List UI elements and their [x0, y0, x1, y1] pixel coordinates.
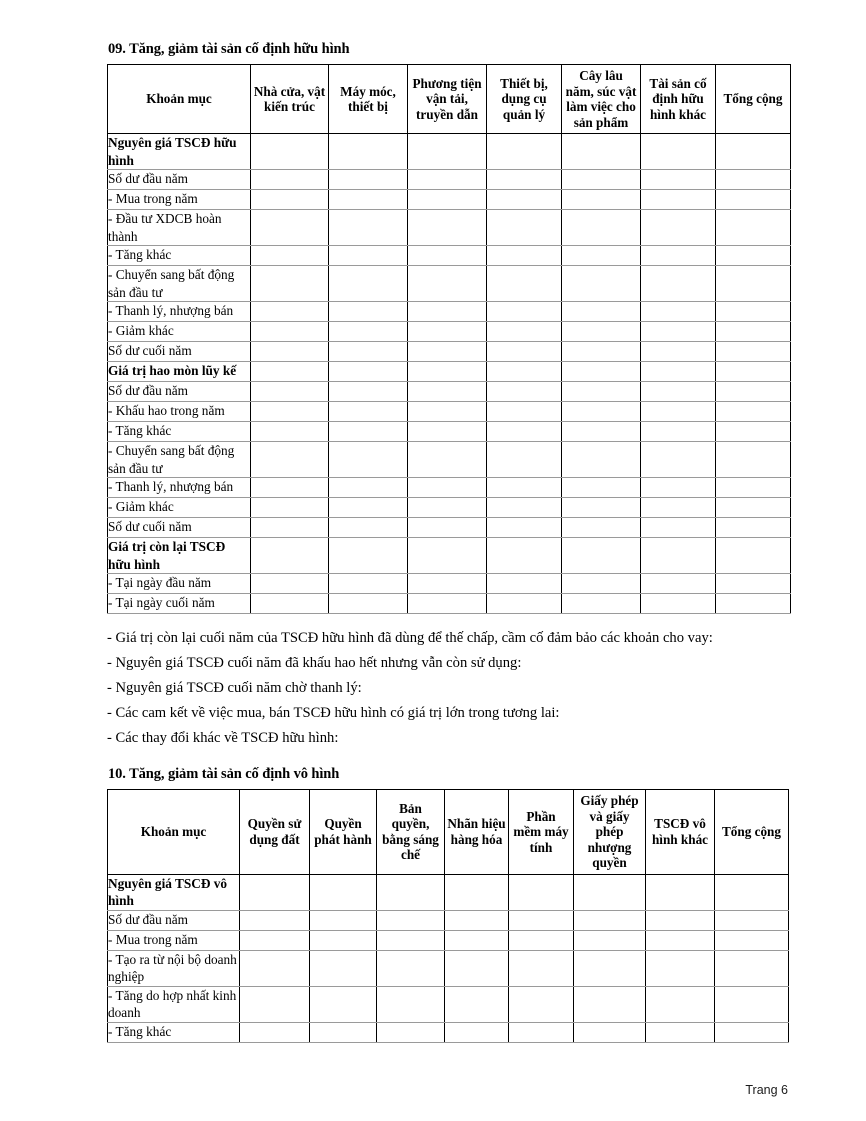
- data-cell[interactable]: [251, 210, 329, 246]
- data-cell[interactable]: [562, 266, 641, 302]
- data-cell[interactable]: [509, 950, 574, 986]
- data-cell[interactable]: [408, 246, 487, 266]
- data-cell[interactable]: [487, 246, 562, 266]
- tangible-fixed-assets-table: [107, 64, 791, 614]
- data-cell[interactable]: [716, 134, 791, 170]
- table-row: [108, 874, 789, 910]
- data-cell[interactable]: [641, 302, 716, 322]
- row-label: Số dư cuối năm: [108, 342, 251, 362]
- row-label: Số dư đầu năm: [108, 170, 251, 190]
- data-cell[interactable]: [715, 930, 789, 950]
- column-header-tscd-huu-hinh-khac: Tài sản cố định hữu hình khác: [641, 65, 716, 134]
- data-cell[interactable]: [641, 518, 716, 538]
- data-cell[interactable]: [562, 402, 641, 422]
- data-cell[interactable]: [329, 402, 408, 422]
- row-label: Nguyên giá TSCĐ vô hình: [108, 874, 240, 910]
- row-label: - Giảm khác: [108, 322, 251, 342]
- table-row: [108, 322, 791, 342]
- data-cell[interactable]: [310, 950, 377, 986]
- data-cell[interactable]: [509, 874, 574, 910]
- data-cell[interactable]: [408, 402, 487, 422]
- data-cell[interactable]: [641, 134, 716, 170]
- row-label: - Tăng khác: [108, 246, 251, 266]
- data-cell[interactable]: [716, 538, 791, 574]
- data-cell[interactable]: [487, 518, 562, 538]
- data-cell[interactable]: [329, 266, 408, 302]
- data-cell[interactable]: [251, 518, 329, 538]
- data-cell[interactable]: [646, 986, 715, 1022]
- data-cell[interactable]: [716, 518, 791, 538]
- data-cell[interactable]: [716, 302, 791, 322]
- data-cell[interactable]: [646, 910, 715, 930]
- column-header-giay-phep-nhuong-quyen: Giấy phép và giấy phép nhượng quyền: [574, 790, 646, 875]
- data-cell[interactable]: [240, 930, 310, 950]
- data-cell[interactable]: [715, 950, 789, 986]
- data-cell[interactable]: [646, 1022, 715, 1042]
- data-cell[interactable]: [408, 478, 487, 498]
- data-cell[interactable]: [716, 266, 791, 302]
- column-header-khoan-muc: Khoản mục: [108, 65, 251, 134]
- table-row: [108, 342, 791, 362]
- data-cell[interactable]: [715, 874, 789, 910]
- data-cell[interactable]: [251, 302, 329, 322]
- note-line: - Nguyên giá TSCĐ cuối năm chờ thanh lý:: [107, 680, 362, 696]
- row-label: Số dư đầu năm: [108, 382, 251, 402]
- intangible-fixed-assets-table: [107, 789, 789, 1043]
- data-cell[interactable]: [562, 518, 641, 538]
- table-row: [108, 910, 789, 930]
- row-label: - Đầu tư XDCB hoàn thành: [108, 210, 251, 246]
- data-cell[interactable]: [487, 538, 562, 574]
- data-cell[interactable]: [509, 930, 574, 950]
- data-cell[interactable]: [716, 342, 791, 362]
- data-cell[interactable]: [562, 302, 641, 322]
- data-cell[interactable]: [487, 322, 562, 342]
- data-cell[interactable]: [251, 246, 329, 266]
- data-cell[interactable]: [408, 422, 487, 442]
- data-cell[interactable]: [408, 342, 487, 362]
- data-cell[interactable]: [377, 986, 445, 1022]
- data-cell[interactable]: [487, 362, 562, 382]
- table-row: [108, 442, 791, 478]
- data-cell[interactable]: [716, 362, 791, 382]
- data-cell[interactable]: [251, 402, 329, 422]
- table-row: [108, 986, 789, 1022]
- data-cell[interactable]: [562, 382, 641, 402]
- data-cell[interactable]: [487, 422, 562, 442]
- data-cell[interactable]: [574, 950, 646, 986]
- table-row: [108, 930, 789, 950]
- data-cell[interactable]: [641, 342, 716, 362]
- data-cell[interactable]: [641, 210, 716, 246]
- data-cell[interactable]: [329, 498, 408, 518]
- row-label: - Tăng do hợp nhất kinh doanh: [108, 986, 240, 1022]
- data-cell[interactable]: [487, 574, 562, 594]
- data-cell[interactable]: [574, 910, 646, 930]
- data-cell[interactable]: [715, 1022, 789, 1042]
- data-cell[interactable]: [487, 478, 562, 498]
- row-label: - Giảm khác: [108, 498, 251, 518]
- column-header-tong-cong: Tổng cộng: [715, 790, 789, 875]
- data-cell[interactable]: [562, 478, 641, 498]
- data-cell[interactable]: [641, 246, 716, 266]
- data-cell[interactable]: [251, 382, 329, 402]
- data-cell[interactable]: [641, 170, 716, 190]
- data-cell[interactable]: [562, 442, 641, 478]
- data-cell[interactable]: [641, 498, 716, 518]
- data-cell[interactable]: [408, 594, 487, 614]
- data-cell[interactable]: [487, 402, 562, 422]
- data-cell[interactable]: [562, 134, 641, 170]
- data-cell[interactable]: [408, 442, 487, 478]
- table-row: [108, 950, 789, 986]
- data-cell[interactable]: [329, 170, 408, 190]
- data-cell[interactable]: [408, 382, 487, 402]
- data-cell[interactable]: [445, 986, 509, 1022]
- data-cell[interactable]: [329, 134, 408, 170]
- row-label: Giá trị còn lại TSCĐ hữu hình: [108, 538, 251, 574]
- data-cell[interactable]: [716, 382, 791, 402]
- data-cell[interactable]: [716, 422, 791, 442]
- data-cell[interactable]: [487, 266, 562, 302]
- data-cell[interactable]: [509, 1022, 574, 1042]
- data-cell[interactable]: [329, 478, 408, 498]
- row-label: Nguyên giá TSCĐ hữu hình: [108, 134, 251, 170]
- data-cell[interactable]: [251, 266, 329, 302]
- data-cell[interactable]: [562, 170, 641, 190]
- data-cell[interactable]: [408, 322, 487, 342]
- data-cell[interactable]: [251, 134, 329, 170]
- data-cell[interactable]: [445, 910, 509, 930]
- data-cell[interactable]: [716, 498, 791, 518]
- data-cell[interactable]: [716, 574, 791, 594]
- note-line: - Các thay đổi khác về TSCĐ hữu hình:: [107, 730, 339, 746]
- row-label: Giá trị hao mòn lũy kế: [108, 362, 251, 382]
- data-cell[interactable]: [251, 538, 329, 574]
- table-row: [108, 170, 791, 190]
- row-label: - Khấu hao trong năm: [108, 402, 251, 422]
- table-row: [108, 190, 791, 210]
- data-cell[interactable]: [329, 518, 408, 538]
- data-cell[interactable]: [310, 874, 377, 910]
- data-cell[interactable]: [408, 538, 487, 574]
- tangible-table-body: [108, 134, 791, 614]
- table-row: [108, 594, 791, 614]
- data-cell[interactable]: [251, 170, 329, 190]
- data-cell[interactable]: [310, 1022, 377, 1042]
- data-cell[interactable]: [377, 930, 445, 950]
- data-cell[interactable]: [329, 246, 408, 266]
- row-label: - Mua trong năm: [108, 190, 251, 210]
- column-header-ban-quyen-bang-sang-che: Bản quyền, bằng sáng chế: [377, 790, 445, 875]
- data-cell[interactable]: [329, 362, 408, 382]
- data-cell[interactable]: [408, 498, 487, 518]
- data-cell[interactable]: [716, 402, 791, 422]
- data-cell[interactable]: [445, 874, 509, 910]
- data-cell[interactable]: [641, 442, 716, 478]
- page-content: [107, 40, 788, 1043]
- data-cell[interactable]: [329, 442, 408, 478]
- data-cell[interactable]: [251, 478, 329, 498]
- table-row: [108, 402, 791, 422]
- data-cell[interactable]: [562, 498, 641, 518]
- table-row: [108, 134, 791, 170]
- table-row: [108, 382, 791, 402]
- data-cell[interactable]: [487, 210, 562, 246]
- data-cell[interactable]: [240, 910, 310, 930]
- table-row: [108, 1022, 789, 1042]
- table-header-row: [108, 790, 789, 875]
- table-row: [108, 498, 791, 518]
- data-cell[interactable]: [641, 266, 716, 302]
- data-cell[interactable]: [641, 402, 716, 422]
- page-number-footer: Trang 6: [745, 1083, 788, 1097]
- data-cell[interactable]: [251, 498, 329, 518]
- data-cell[interactable]: [487, 170, 562, 190]
- data-cell[interactable]: [329, 382, 408, 402]
- data-cell[interactable]: [562, 246, 641, 266]
- data-cell[interactable]: [716, 478, 791, 498]
- column-header-tong-cong: Tổng cộng: [716, 65, 791, 134]
- column-header-nha-cua-vat-kien-truc: Nhà cửa, vật kiến trúc: [251, 65, 329, 134]
- data-cell[interactable]: [251, 342, 329, 362]
- data-cell[interactable]: [251, 422, 329, 442]
- data-cell[interactable]: [562, 594, 641, 614]
- row-label: - Thanh lý, nhượng bán: [108, 302, 251, 322]
- data-cell[interactable]: [408, 302, 487, 322]
- data-cell[interactable]: [329, 190, 408, 210]
- data-cell[interactable]: [641, 322, 716, 342]
- data-cell[interactable]: [377, 950, 445, 986]
- note-line: - Giá trị còn lại cuối năm của TSCĐ hữu hình đã dùng để thế chấp, cầm cố đảm bảo các khoản cho vay:: [107, 630, 713, 646]
- data-cell[interactable]: [641, 594, 716, 614]
- data-cell[interactable]: [562, 190, 641, 210]
- data-cell[interactable]: [408, 362, 487, 382]
- data-cell[interactable]: [377, 910, 445, 930]
- data-cell[interactable]: [240, 874, 310, 910]
- data-cell[interactable]: [251, 594, 329, 614]
- column-header-khoan-muc: Khoản mục: [108, 790, 240, 875]
- row-label: - Chuyển sang bất động sản đầu tư: [108, 266, 251, 302]
- table-row: [108, 266, 791, 302]
- data-cell[interactable]: [716, 246, 791, 266]
- data-cell[interactable]: [408, 518, 487, 538]
- data-cell[interactable]: [487, 342, 562, 362]
- data-cell[interactable]: [716, 170, 791, 190]
- data-cell[interactable]: [716, 594, 791, 614]
- data-cell[interactable]: [487, 442, 562, 478]
- data-cell[interactable]: [445, 930, 509, 950]
- data-cell[interactable]: [310, 930, 377, 950]
- data-cell[interactable]: [487, 190, 562, 210]
- data-cell[interactable]: [562, 210, 641, 246]
- data-cell[interactable]: [574, 930, 646, 950]
- data-cell[interactable]: [251, 574, 329, 594]
- data-cell[interactable]: [715, 910, 789, 930]
- column-header-phuong-tien-van-tai: Phương tiện vận tải, truyền dẫn: [408, 65, 487, 134]
- data-cell[interactable]: [329, 574, 408, 594]
- table-row: [108, 518, 791, 538]
- row-label: - Chuyển sang bất động sản đầu tư: [108, 442, 251, 478]
- row-label: - Tăng khác: [108, 422, 251, 442]
- data-cell[interactable]: [641, 478, 716, 498]
- data-cell[interactable]: [646, 930, 715, 950]
- data-cell[interactable]: [329, 210, 408, 246]
- data-cell[interactable]: [646, 874, 715, 910]
- section-10-title: 10. Tăng, giảm tài sản cố định vô hình: [108, 766, 340, 782]
- table-row: [108, 210, 791, 246]
- note-line: - Các cam kết về việc mua, bán TSCĐ hữu hình có giá trị lớn trong tương lai:: [107, 705, 560, 721]
- data-cell[interactable]: [641, 190, 716, 210]
- data-cell[interactable]: [487, 302, 562, 322]
- data-cell[interactable]: [562, 574, 641, 594]
- data-cell[interactable]: [487, 594, 562, 614]
- data-cell[interactable]: [445, 1022, 509, 1042]
- data-cell[interactable]: [329, 302, 408, 322]
- notes-spacer: [107, 751, 788, 765]
- row-label: - Tại ngày cuối năm: [108, 594, 251, 614]
- table-row: [108, 302, 791, 322]
- section-09-title: 09. Tăng, giảm tài sản cố định hữu hình: [108, 41, 350, 57]
- column-header-cay-lau-nam-suc-vat: Cây lâu năm, súc vật làm việc cho sản phẩm: [562, 65, 641, 134]
- data-cell[interactable]: [716, 442, 791, 478]
- column-header-tscd-vo-hinh-khac: TSCĐ vô hình khác: [646, 790, 715, 875]
- data-cell[interactable]: [646, 950, 715, 986]
- data-cell[interactable]: [329, 594, 408, 614]
- data-cell[interactable]: [562, 362, 641, 382]
- data-cell[interactable]: [574, 986, 646, 1022]
- data-cell[interactable]: [641, 362, 716, 382]
- column-header-phan-mem-may-tinh: Phần mềm máy tính: [509, 790, 574, 875]
- data-cell[interactable]: [240, 1022, 310, 1042]
- data-cell[interactable]: [562, 422, 641, 442]
- data-cell[interactable]: [487, 382, 562, 402]
- data-cell[interactable]: [377, 874, 445, 910]
- row-label: Số dư cuối năm: [108, 518, 251, 538]
- data-cell[interactable]: [641, 574, 716, 594]
- row-label: - Tại ngày đầu năm: [108, 574, 251, 594]
- data-cell[interactable]: [408, 170, 487, 190]
- data-cell[interactable]: [329, 422, 408, 442]
- row-label: Số dư đầu năm: [108, 910, 240, 930]
- table-row: [108, 574, 791, 594]
- data-cell[interactable]: [562, 538, 641, 574]
- data-cell[interactable]: [377, 1022, 445, 1042]
- data-cell[interactable]: [716, 210, 791, 246]
- data-cell[interactable]: [251, 362, 329, 382]
- data-cell[interactable]: [716, 322, 791, 342]
- column-header-thiet-bi-dung-cu-quan-ly: Thiết bị, dụng cụ quản lý: [487, 65, 562, 134]
- row-label: - Thanh lý, nhượng bán: [108, 478, 251, 498]
- column-header-quyen-phat-hanh: Quyền phát hành: [310, 790, 377, 875]
- data-cell[interactable]: [487, 134, 562, 170]
- data-cell[interactable]: [240, 950, 310, 986]
- data-cell[interactable]: [329, 322, 408, 342]
- data-cell[interactable]: [641, 382, 716, 402]
- data-cell[interactable]: [408, 190, 487, 210]
- note-line: - Nguyên giá TSCĐ cuối năm đã khấu hao hết nhưng vẫn còn sử dụng:: [107, 655, 522, 671]
- data-cell[interactable]: [251, 190, 329, 210]
- data-cell[interactable]: [329, 538, 408, 574]
- data-cell[interactable]: [487, 498, 562, 518]
- data-cell[interactable]: [562, 322, 641, 342]
- data-cell[interactable]: [408, 266, 487, 302]
- intangible-table-body: [108, 874, 789, 1042]
- data-cell[interactable]: [310, 910, 377, 930]
- data-cell[interactable]: [310, 986, 377, 1022]
- table-header-row: [108, 65, 791, 134]
- data-cell[interactable]: [408, 210, 487, 246]
- row-label: - Mua trong năm: [108, 930, 240, 950]
- table-row: [108, 478, 791, 498]
- data-cell[interactable]: [251, 442, 329, 478]
- data-cell[interactable]: [715, 986, 789, 1022]
- data-cell[interactable]: [641, 538, 716, 574]
- data-cell[interactable]: [408, 134, 487, 170]
- table-row: [108, 538, 791, 574]
- data-cell[interactable]: [716, 190, 791, 210]
- data-cell[interactable]: [562, 342, 641, 362]
- data-cell[interactable]: [329, 342, 408, 362]
- column-header-may-moc-thiet-bi: Máy móc, thiết bị: [329, 65, 408, 134]
- table-row: [108, 246, 791, 266]
- data-cell[interactable]: [251, 322, 329, 342]
- data-cell[interactable]: [240, 986, 310, 1022]
- data-cell[interactable]: [445, 950, 509, 986]
- data-cell[interactable]: [574, 1022, 646, 1042]
- data-cell[interactable]: [641, 422, 716, 442]
- row-label: - Tăng khác: [108, 1022, 240, 1042]
- data-cell[interactable]: [574, 874, 646, 910]
- data-cell[interactable]: [509, 910, 574, 930]
- table-row: [108, 362, 791, 382]
- column-header-nhan-hieu-hang-hoa: Nhãn hiệu hàng hóa: [445, 790, 509, 875]
- data-cell[interactable]: [408, 574, 487, 594]
- data-cell[interactable]: [509, 986, 574, 1022]
- row-label: - Tạo ra từ nội bộ doanh nghiệp: [108, 950, 240, 986]
- table-row: [108, 422, 791, 442]
- column-header-quyen-su-dung-dat: Quyền sử dụng đất: [240, 790, 310, 875]
- tangible-assets-notes: [107, 626, 788, 751]
